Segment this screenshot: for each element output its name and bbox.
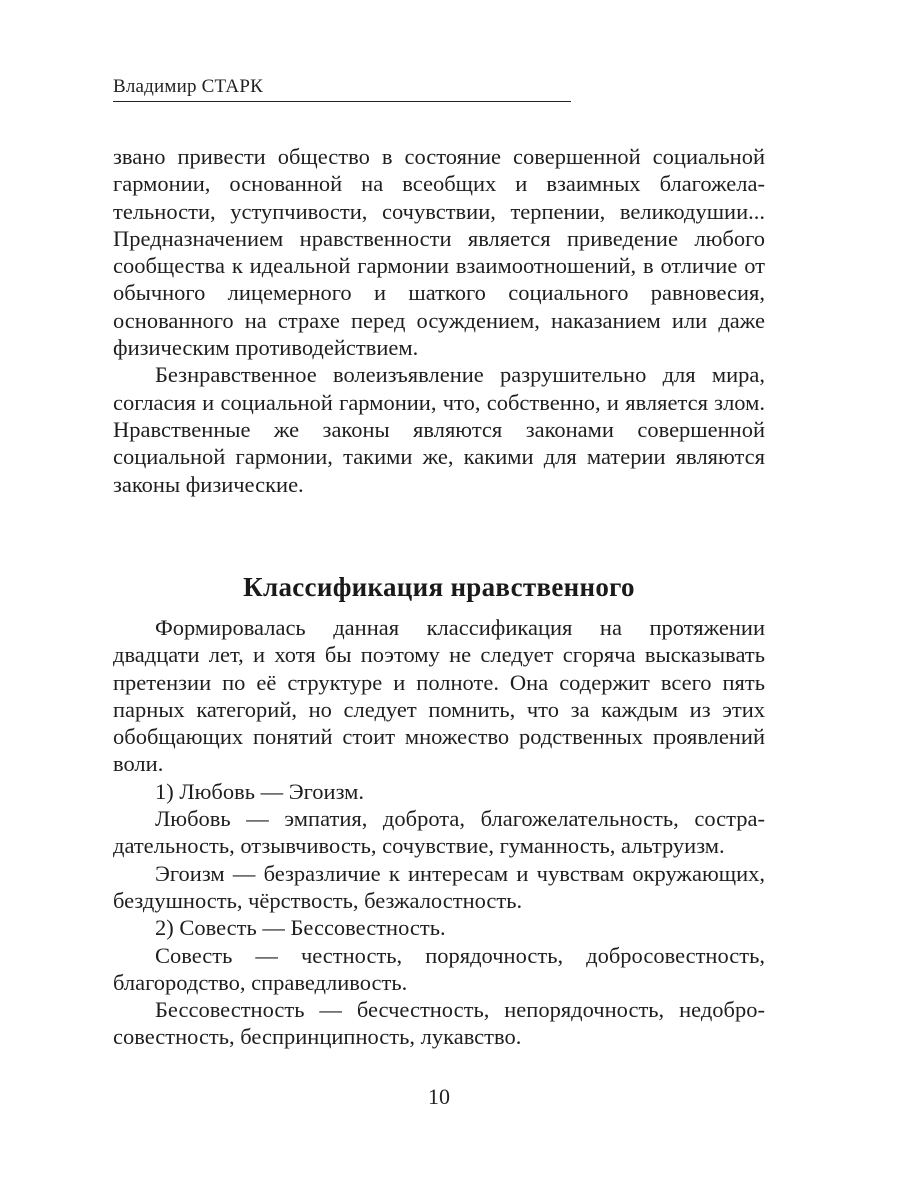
- section-2-text: [113, 614, 765, 1051]
- category-title-1: 1) Любовь — Эгоизм.: [155, 778, 365, 804]
- category-definition: Совесть — честность, порядочность, добросовестность, благородство, справедливость.: [113, 942, 765, 995]
- category-title-2: 2) Совесть — Бессовестность.: [155, 915, 446, 941]
- section-1-text: [113, 143, 765, 498]
- header-rule: [113, 101, 571, 102]
- running-head-author: Владимир СТАРК: [113, 76, 263, 97]
- section-heading: Классификация нравственного: [243, 572, 635, 603]
- page-number: 10: [428, 1084, 450, 1109]
- paragraph: Формировалась данная классификация на протяжении двадцати лет, и хотя бы поэтому не следует сгоряча высказывать претензии по её структуре и полноте. Она содержит всего пять парных категорий, но следует помнить, что за каждым из этих обобщающих понятий стоит множество родственных проявлений воли.: [113, 615, 765, 777]
- category-definition: Эгоизм — безразличие к интересам и чувствам окружающих, бездушность, чёрствость, безжалостность.: [113, 860, 765, 913]
- category-definition: Бессовестность — бесчестность, непорядочность, недобросовестность, беспринципность, лукавство.: [113, 997, 765, 1050]
- category-definition: Любовь — эмпатия, доброта, благожелательность, сострадательность, отзывчивость, сочувствие, гуманность, альтруизм.: [113, 806, 765, 859]
- paragraph: Безнравственное волеизъявление разрушительно для мира, согласия и социальной гармонии, что, собственно, и является злом. Нравственные же законы являются законами совершенной социальной гармонии, такими же, какими для материи являются законы физические.: [113, 362, 765, 497]
- paragraph-continued: звано привести общество в состояние совершенной социальной гармонии, основанной на всеобщих и взаимных благожелательности, уступчивости, сочувствии, терпении, великодушии... Предназначением нравственности является приведение любого сообщества к идеальной гармонии взаимоотношений, в отличие от обычного лицемерного и шаткого социального равновесия, основанного на страхе перед осуждением, наказанием или даже физическим противодействием.: [113, 144, 765, 361]
